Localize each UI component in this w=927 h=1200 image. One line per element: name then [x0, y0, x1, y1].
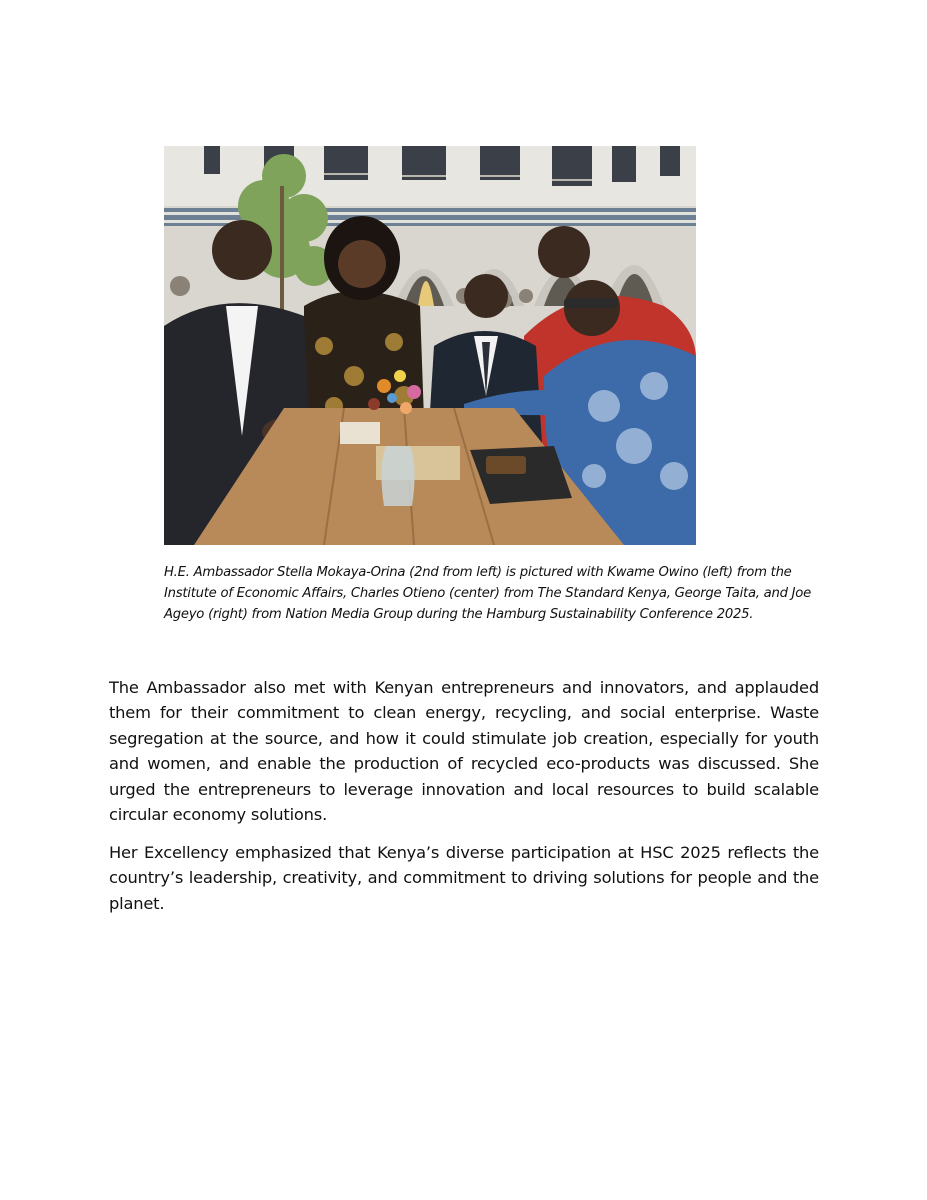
- photo-caption: H.E. Ambassador Stella Mokaya-Orina (2nd from left) is pictured with Kwame Owino (left) from the Institute of Economic Affairs, Charles Otieno (center) from The Standard Kenya, George Taita, and Joe Ageyo (right) from Nation Media Group during the Hamburg Sustainability Conference 2025.: [164, 565, 811, 622]
- body-paragraph: Her Excellency emphasized that Kenya’s diverse participation at HSC 2025 reflects the country’s leadership, creativity, and commitment to driving solutions for people and the planet.: [109, 843, 819, 913]
- body-paragraph: The Ambassador also met with Kenyan entrepreneurs and innovators, and applauded them for their commitment to clean energy, recycling, and social enterprise. Waste segregation at the source, and how it could stimulate job creation, especially for youth and women, and enable the production of recycled eco-products was discussed. She urged the entrepreneurs to leverage innovation and local resources to build scalable circular economy solutions.: [109, 678, 819, 825]
- event-photo: [164, 146, 696, 545]
